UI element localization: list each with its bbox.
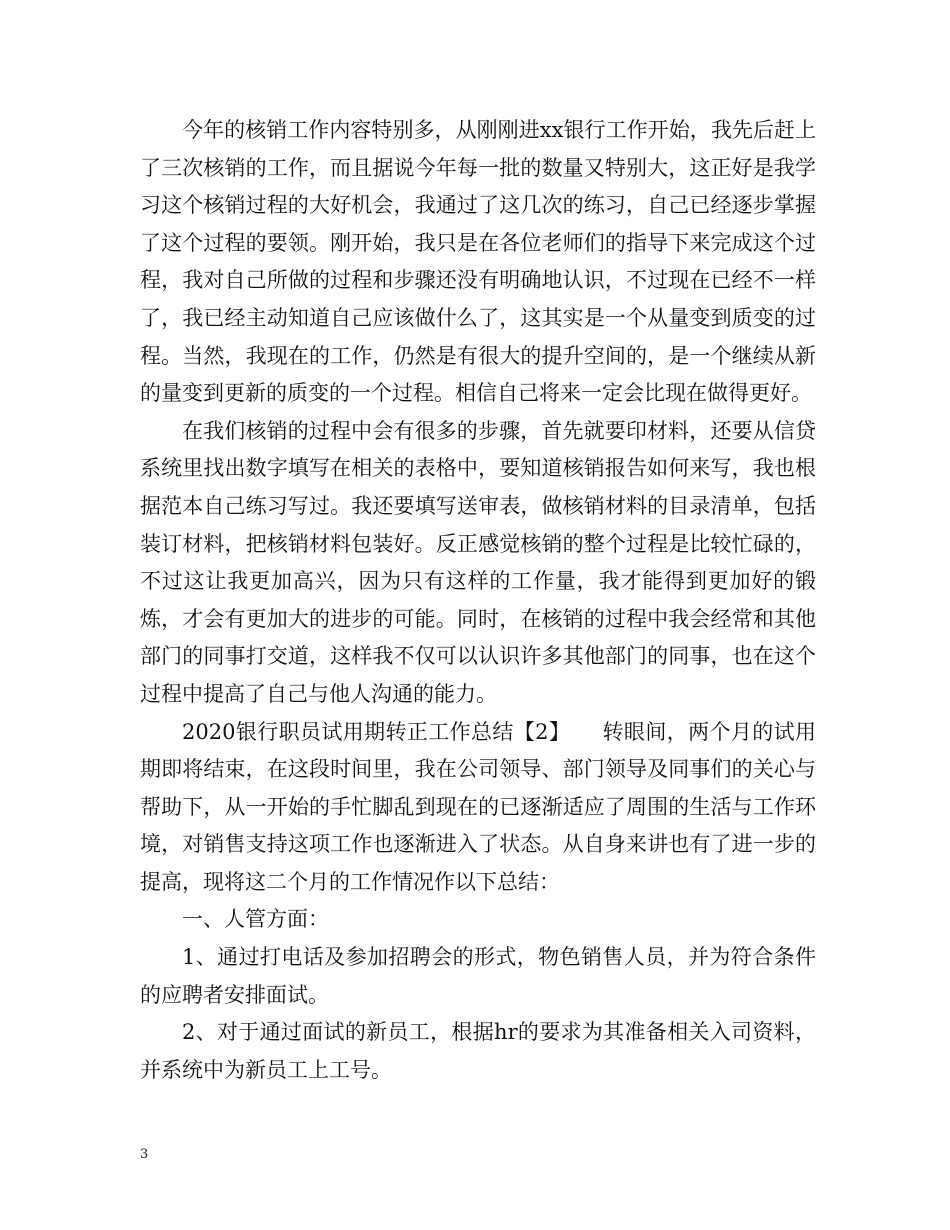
paragraph-writeoff-work: 今年的核销工作内容特别多，从刚刚进xx银行工作开始，我先后赶上了三次核销的工作，而且据说今年每一批的数量又特别大，这正好是我学习这个核销过程的大好机会，我通过了这几次的练习，自己已经逐步掌握了这个过程的要领。刚开始，我只是在各位老师们的指导下来完成这个过程，我对自己所做的过程和步骤还没有明确地认识，不过现在已经不一样了，我已经主动知道自己应该做什么了，这其实是一个从量变到质变的过程。当然，我现在的工作，仍然是有很大的提升空间的，是一个继续从新的量变到更新的质变的一个过程。相信自己将来一定会比现在做得更好。: [140, 118, 816, 406]
page-number: 3: [140, 1147, 149, 1162]
document-body: [140, 112, 816, 1089]
section-heading-personnel: 一、人管方面：: [182, 907, 329, 932]
list-item-1: 1、通过打电话及参加招聘会的形式，物色销售人员，并为符合条件的应聘者安排面试。: [140, 945, 816, 1007]
paragraph-summary-2-intro: 2020银行职员试用期转正工作总结【2】 转眼间，两个月的试用期即将结束，在这段时间里，我在公司领导、部门领导及同事们的关心与帮助下，从一开始的手忙脚乱到现在的已逐渐适应了周围的生活与工作环境，对销售支持这项工作也逐渐进入了状态。从自身来讲也有了进一步的提高，现将这二个月的工作情况作以下总结：: [140, 719, 816, 894]
paragraph-writeoff-steps: 在我们核销的过程中会有很多的步骤，首先就要印材料，还要从信贷系统里找出数字填写在相关的表格中，要知道核销报告如何来写，我也根据范本自己练习写过。我还要填写送审表，做核销材料的目录清单，包括装订材料，把核销材料包装好。反正感觉核销的整个过程是比较忙碌的，不过这让我更加高兴，因为只有这样的工作量，我才能得到更加好的锻炼，才会有更加大的进步的可能。同时，在核销的过程中我会经常和其他部门的同事打交道，这样我不仅可以认识许多其他部门的同事，也在这个过程中提高了自己与他人沟通的能力。: [140, 418, 816, 706]
list-item-2: 2、对于通过面试的新员工，根据hr的要求为其准备相关入司资料，并系统中为新员工上工号。: [140, 1020, 816, 1082]
